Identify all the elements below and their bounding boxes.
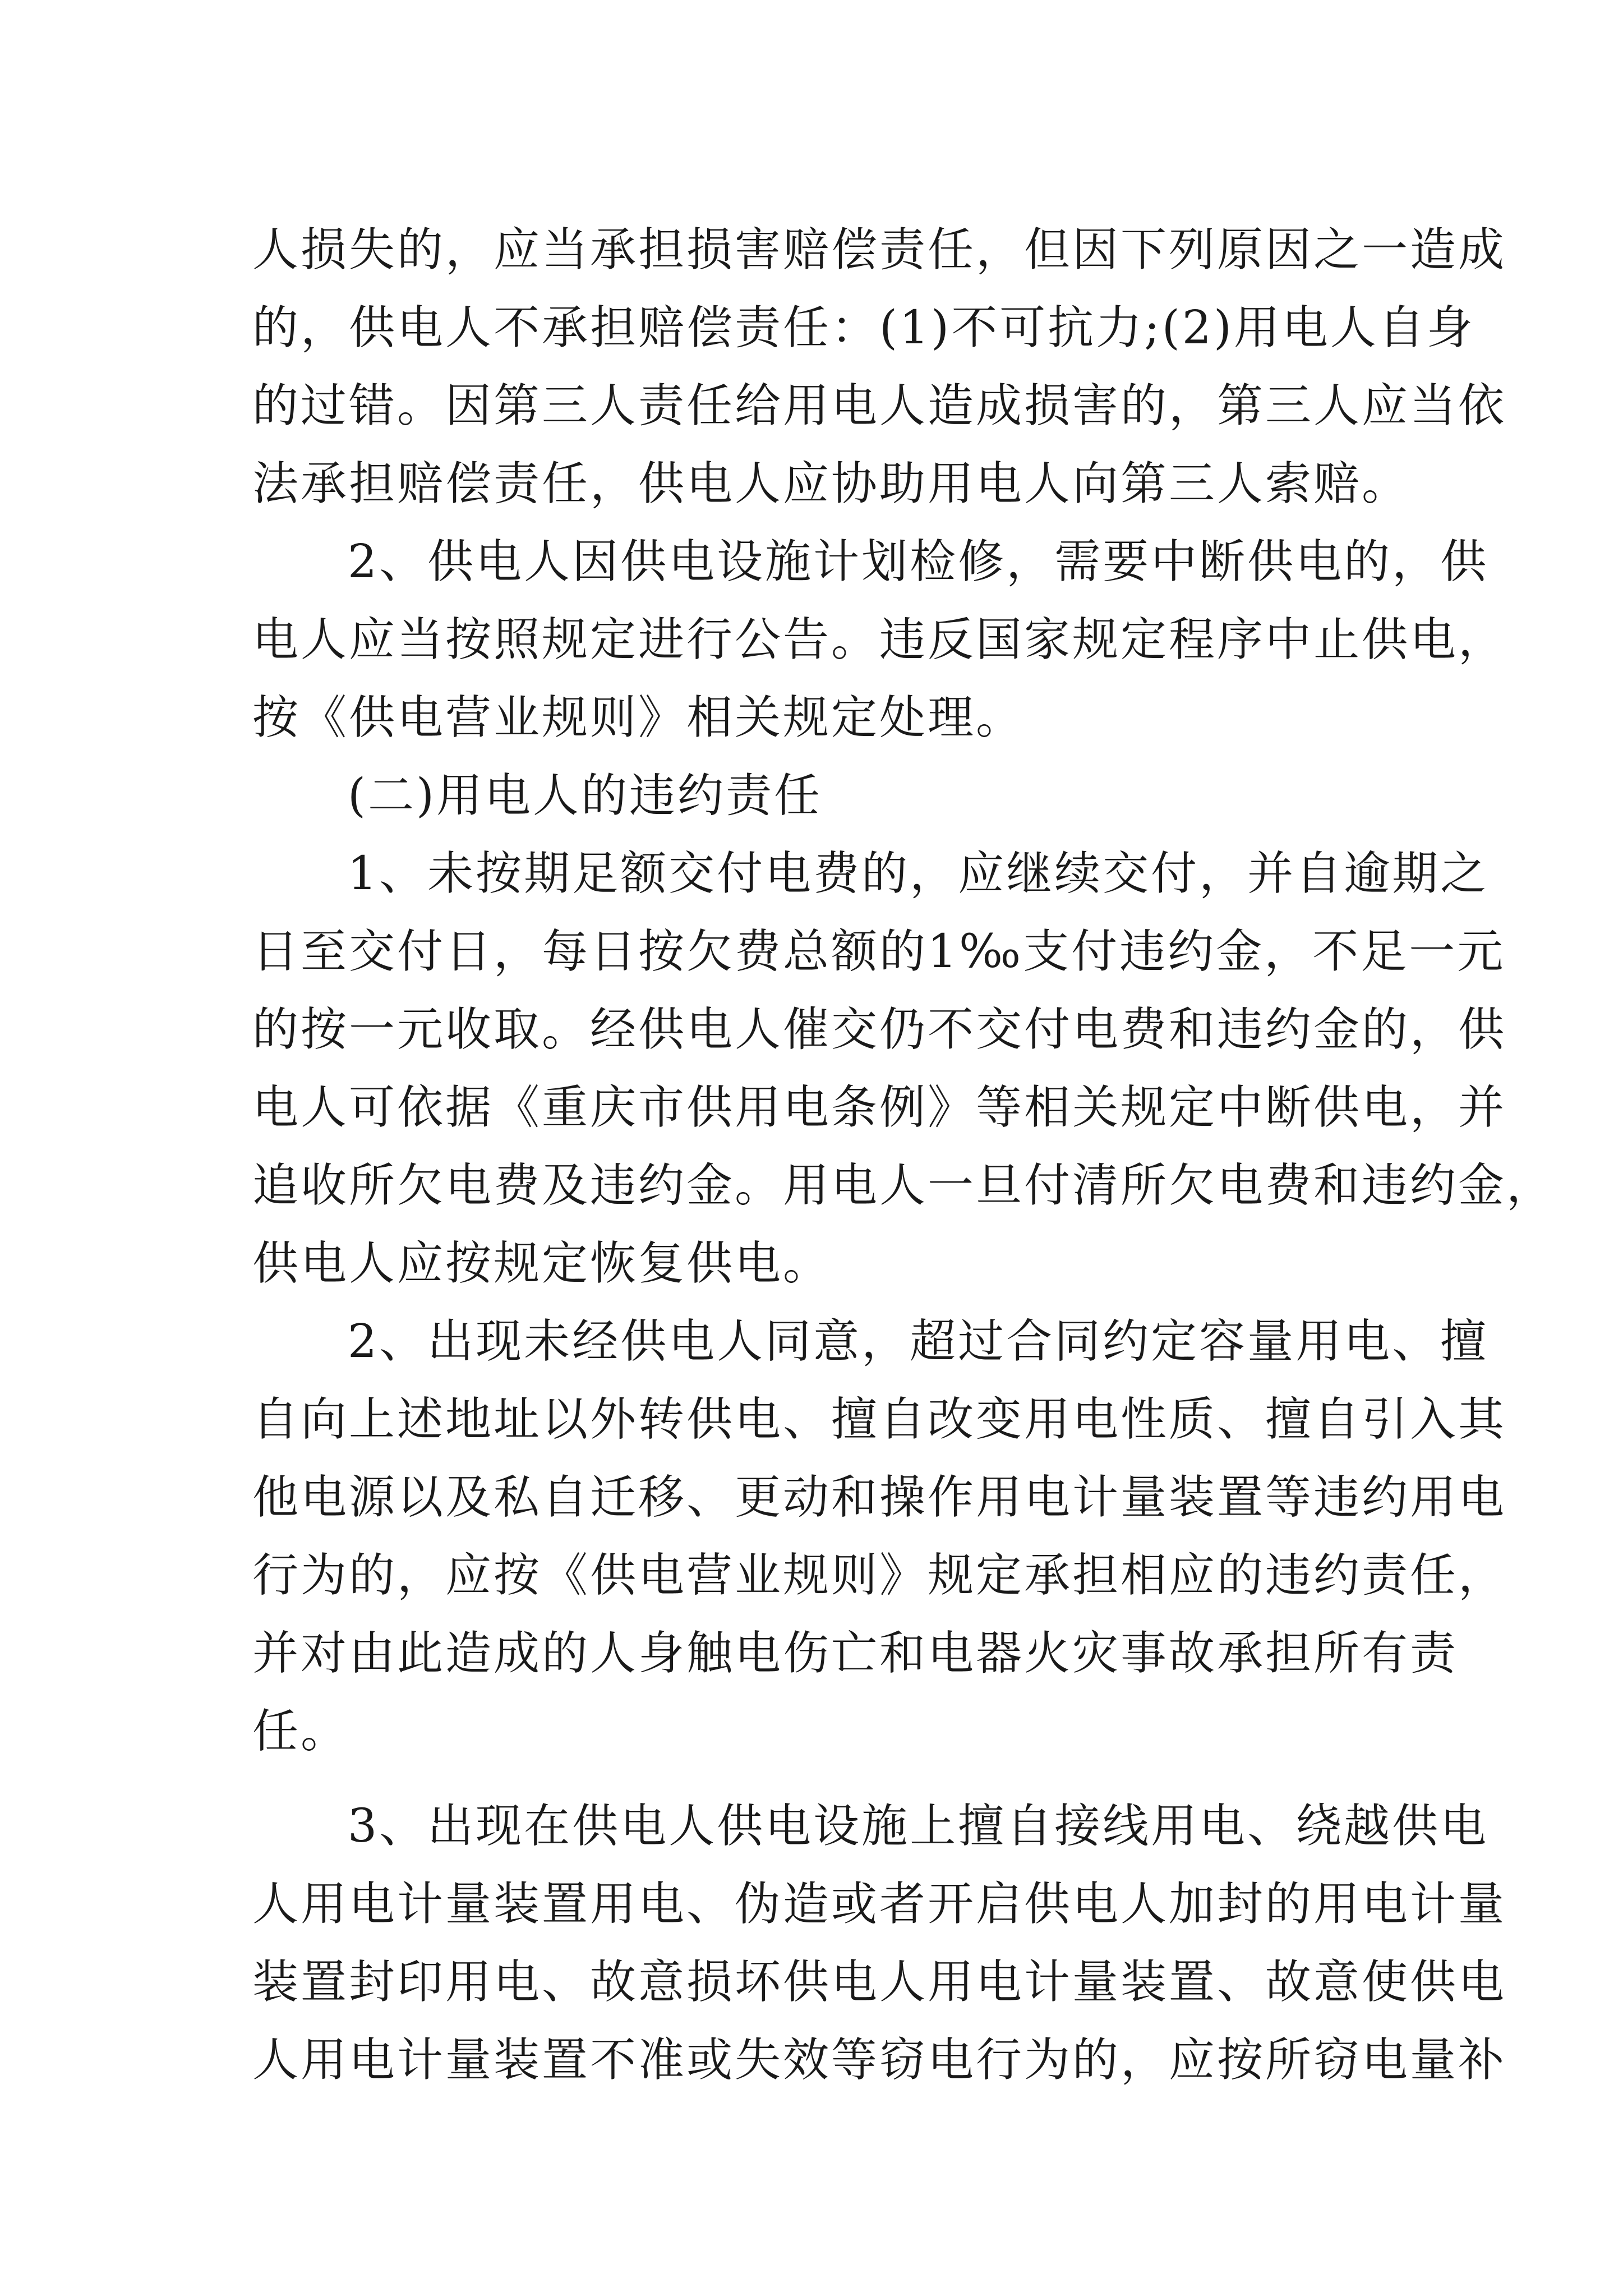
text-line: 供电人应按规定恢复供电。: [252, 1237, 832, 1290]
text-line: 装置封印用电、故意损坏供电人用电计量装置、故意使供电: [252, 1955, 1507, 2009]
text-line: 人用电计量装置用电、伪造或者开启供电人加封的用电计量: [252, 1878, 1507, 1931]
text-line: 人损失的，应当承担损害赔偿责任，但因下列原因之一造成: [252, 223, 1507, 277]
paragraph-start-line: 1、未按期足额交付电费的，应继续交付，并自逾期之: [348, 847, 1489, 900]
text-line: 的过错。因第三人责任给用电人造成损害的，第三人应当依: [252, 379, 1507, 432]
section-heading: (二)用电人的违约责任: [348, 769, 822, 822]
text-line: 法承担赔偿责任，供电人应协助用电人向第三人索赔。: [252, 457, 1410, 510]
text-line: 自向上述地址以外转供电、擅自改变用电性质、擅自引入其: [252, 1393, 1507, 1446]
text-line: 电人应当按照规定进行公告。违反国家规定程序中止供电，: [252, 613, 1507, 666]
text-line: 并对由此造成的人身触电伤亡和电器火灾事故承担所有责: [252, 1627, 1459, 1680]
text-line: 行为的，应按《供电营业规则》规定承担相应的违约责任，: [252, 1549, 1507, 1602]
paragraph-start-line: 3、出现在供电人供电设施上擅自接线用电、绕越供电: [348, 1800, 1489, 1853]
text-line: 电人可依据《重庆市供用电条例》等相关规定中断供电，并: [252, 1081, 1507, 1134]
text-line: 他电源以及私自迁移、更动和操作用电计量装置等违约用电: [252, 1471, 1507, 1524]
text-line: 的按一元收取。经供电人催交仍不交付电费和违约金的，供: [252, 1003, 1507, 1056]
text-line: 任。: [252, 1705, 349, 1758]
text-line: 人用电计量装置不准或失效等窃电行为的，应按所窃电量补: [252, 2033, 1507, 2087]
paragraph-start-line: 2、供电人因供电设施计划检修，需要中断供电的，供: [348, 535, 1489, 588]
text-line: 追收所欠电费及违约金。用电人一旦付清所欠电费和违约金，: [252, 1159, 1555, 1212]
paragraph-start-line: 2、出现未经供电人同意，超过合同约定容量用电、擅: [348, 1315, 1489, 1368]
document-body: [252, 211, 1555, 2099]
text-line: 的，供电人不承担赔偿责任：(1)不可抗力;(2)用电人自身: [252, 301, 1475, 355]
text-line: 日至交付日，每日按欠费总额的1‰支付违约金，不足一元: [252, 925, 1506, 978]
text-line: 按《供电营业规则》相关规定处理。: [252, 691, 1025, 744]
